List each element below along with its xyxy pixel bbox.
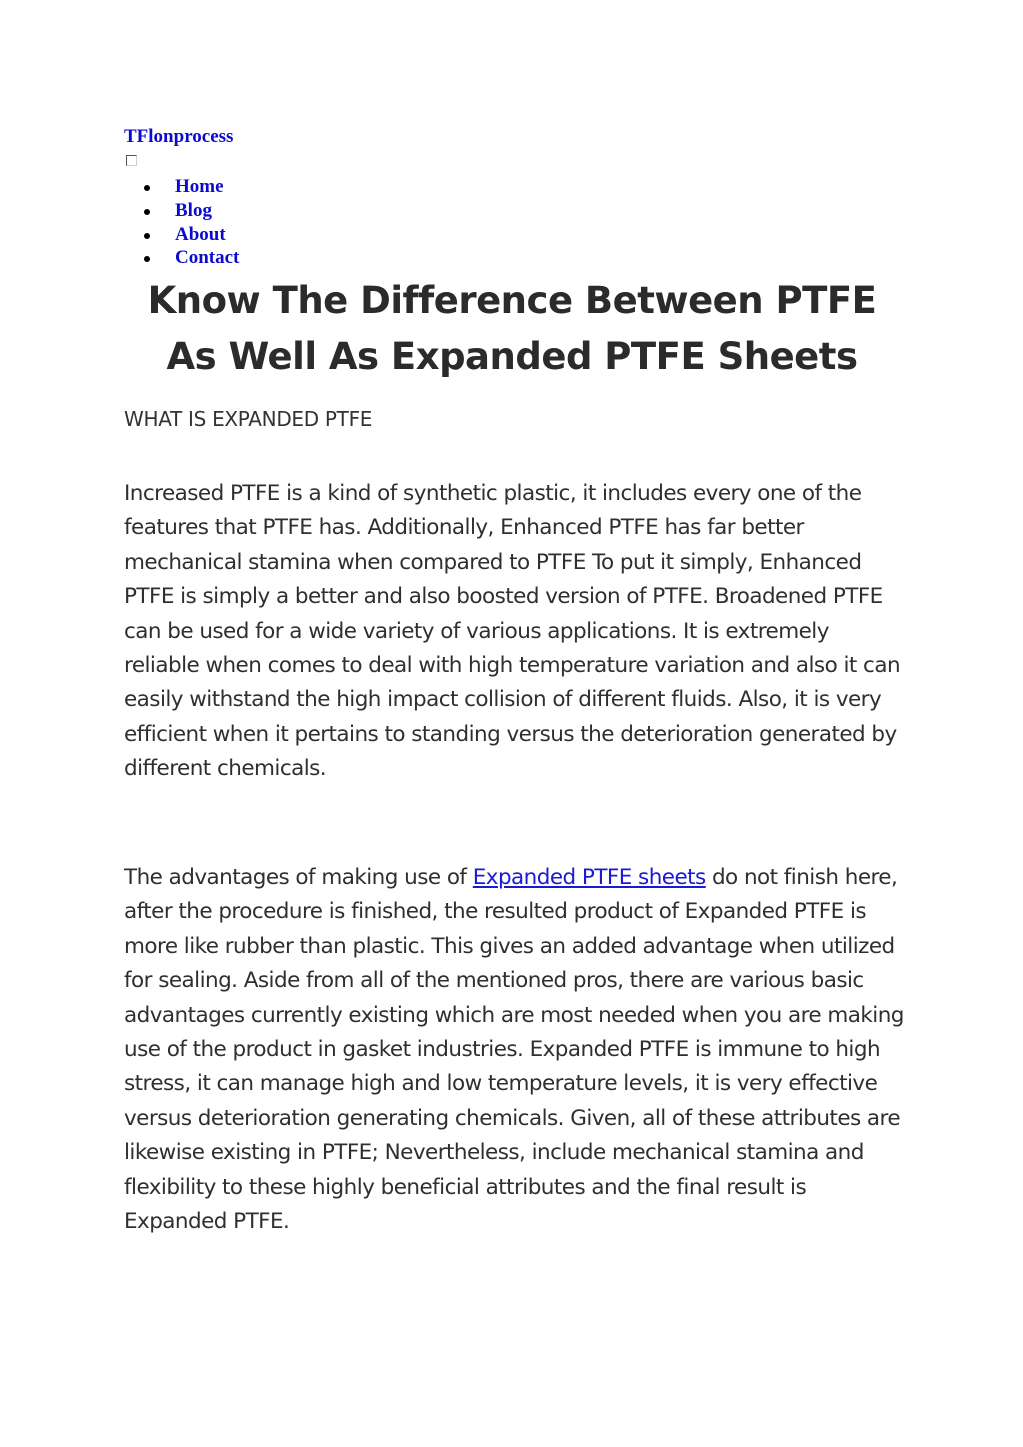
paragraph-2-body-text: do not finish here, after the procedure is finished, the resulted product of Expanded PTFE is more like rubber than plastic. This gives an added advantage when utilized for sealing. Aside from all of the mentioned pros, there are various basic advantages currently existing which are most needed when you are making use of the product in gasket industries. Expanded PTFE is immune to high stress, it can manage high and low temperature levels, it is very effective versus deterioration generating chemicals. Given, all of these attributes are likewise existing in PTFE; Nevertheless, include mechanical stamina and flexibility to these highly beneficial attributes and the final result is Expanded PTFE. — [124, 865, 904, 1235]
bullet-icon — [144, 209, 150, 215]
nav-link-about[interactable]: About — [175, 223, 226, 245]
nav-link-contact[interactable]: Contact — [175, 247, 240, 269]
nav-item-blog — [124, 199, 239, 223]
nav-link-blog[interactable]: Blog — [175, 199, 212, 221]
nav-item-about — [124, 223, 239, 247]
nav-item-home — [124, 175, 239, 199]
article-paragraph-2 — [124, 861, 904, 1239]
main-nav — [124, 175, 239, 270]
bullet-icon — [144, 256, 150, 262]
bullet-icon — [144, 185, 150, 191]
article-paragraph-1: Increased PTFE is a kind of synthetic plastic, it includes every one of the features that PTFE has. Additionally, Enhanced PTFE has far better mechanical stamina when compared to PTFE To put it simply, Enhanced PTFE is simply a better and also boosted version of PTFE. Broadened PTFE can be used for a wide variety of various applications. It is extremely reliable when comes to deal with high temperature variation and also it can easily withstand the high impact collision of different fluids. Also, it is very efficient when it pertains to standing versus the deterioration generated by different chemicals. — [124, 481, 901, 782]
article-title: Know The Difference Between PTFE As Well As Expanded PTFE Sheets — [147, 279, 877, 378]
menu-toggle-checkbox[interactable] — [126, 155, 137, 166]
site-title-link[interactable]: TFlonprocess — [124, 126, 234, 147]
bullet-icon — [144, 233, 150, 239]
nav-item-contact — [124, 246, 239, 270]
article-subheading: WHAT IS EXPANDED PTFE — [124, 407, 373, 431]
expanded-ptfe-sheets-link[interactable]: Expanded PTFE sheets — [472, 865, 706, 890]
nav-link-home[interactable]: Home — [175, 176, 224, 197]
paragraph-2-lead-text: The advantages of making use of — [124, 865, 473, 890]
